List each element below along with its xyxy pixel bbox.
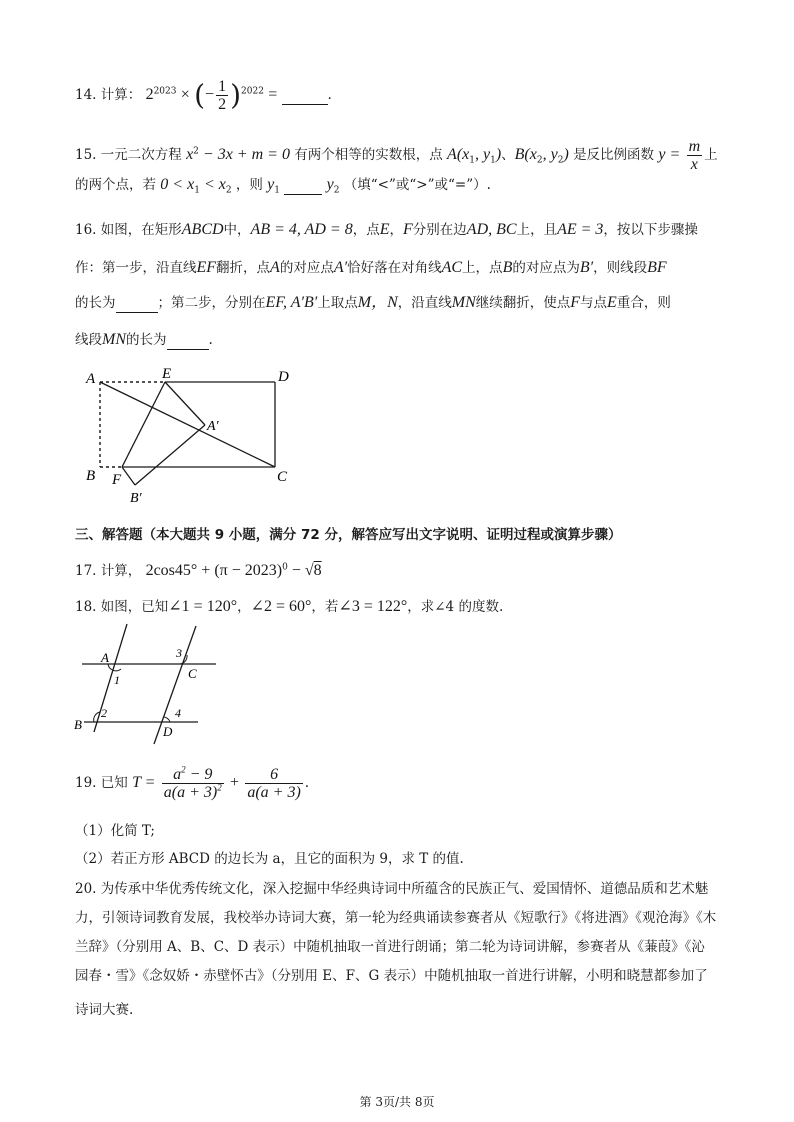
transversal-cd <box>154 626 196 744</box>
fraction: $\frac{1}{2}$ <box>218 78 227 113</box>
angle-arc-4 <box>163 717 170 722</box>
section-heading: 三、解答题（本大题共 9 小题，满分 72 分，解答应写出文字说明、证明过程或演算步骤） <box>75 527 622 543</box>
fraction-2: $\frac{6}{a(a + 3)}$ <box>247 766 301 801</box>
segment-ab-prime <box>135 425 205 485</box>
label-b: B <box>86 468 96 484</box>
label-e: E <box>162 366 172 382</box>
question-19-part1: （1）化简 T; <box>75 823 155 839</box>
question-18: 18. 如图，已知∠1 = 120°，∠2 = 60°，若∠3 = 122°，求∠4 的度数. <box>75 598 504 615</box>
question-20-line1: 20. 为传承中华优秀传统文化，深入挖掘中华经典诗词中所蕴含的民族正气、爱国情怀、道德品质和艺术魅 <box>75 881 709 897</box>
question-20-line5: 诗词大赛. <box>75 1002 134 1018</box>
answer-blank[interactable] <box>167 331 209 350</box>
label-a-prime: A′ <box>207 419 219 434</box>
question-20-line3: 兰辞》（分别用 A、B、C、D 表示）中随机抽取一首进行朗诵；第二轮为诗词讲解，参赛者从《蒹葭》《沁 <box>75 939 705 955</box>
question-20-line4: 园春・雪》《念奴娇・赤壁怀古》（分别用 E、F、G 表示）中随机抽取一首进行讲解，小明和晓慧都参加了 <box>75 968 708 984</box>
answer-blank[interactable] <box>116 294 158 313</box>
page-footer: 第 3页/共 8页 <box>359 1095 435 1109</box>
label-angle-4: 4 <box>175 706 181 720</box>
label-angle-1: 1 <box>114 673 120 687</box>
question-16-cont3: 线段MN的长为 . <box>75 331 213 348</box>
question-16-cont2: 的长为 ；第二步，分别在EF, A′B′上取点M，N，沿直线MN继续翻折，使点F与点E重合，则 <box>75 294 671 311</box>
label-d: D <box>278 369 289 385</box>
label-a: A <box>101 650 109 665</box>
label-f: F <box>112 472 122 488</box>
label-d: D <box>163 724 173 739</box>
question-19: 19. 已知 T = $\frac{a^2 - 9}{a(a + 3)^2}$ + $\frac{6}{a(a + 3)}$ . <box>75 764 310 801</box>
transversal-ab <box>94 624 127 732</box>
question-16-cont: 作：第一步，沿直线EF翻折，点A的对应点A′恰好落在对角线AC上，点B的对应点为B′，则线段BF <box>75 259 667 276</box>
label-b-prime: B′ <box>130 491 142 506</box>
fraction-1: $\frac{a^2 - 9}{a(a + 3)^2}$ <box>163 764 222 801</box>
question-20-line2: 力，引领诗词教育发展，我校举办诗词大赛，第一轮为经典诵读参赛者从《短歌行》《将进酒》《观沧海》《木 <box>75 910 717 926</box>
answer-blank[interactable] <box>282 86 328 105</box>
label-a: A <box>86 371 96 387</box>
question-19-part2: （2）若正方形 ABCD 的边长为 a，且它的面积为 9，求 T 的值. <box>75 851 464 867</box>
answer-blank[interactable] <box>284 176 322 195</box>
question-17: 17. 计算， $2\cos 45^\circ + (\pi - 2023)^0 - √8$ <box>75 562 322 579</box>
fraction: $\frac{m}{x}$ <box>688 138 701 173</box>
figure-parallel-lines <box>70 618 230 748</box>
fold-line-ef <box>122 382 165 467</box>
segment-ea <box>165 382 205 425</box>
label-b: B <box>74 717 82 732</box>
figure-rectangle-fold <box>78 362 298 512</box>
segment-bf-prime <box>122 467 135 485</box>
label-angle-2: 2 <box>101 706 107 720</box>
question-15: 15. 一元二次方程 $x^2 - 3x + m = 0$ 有两个相等的实数根，点 $A(x_1$, $y_1$)、$B(x_2$, $y_2$) 是反比例函数 y = $\frac{m}{x}$ 上 <box>75 138 718 173</box>
label-c: C <box>188 666 197 681</box>
question-16: 16. 如图，在矩形ABCD中，AB = 4, AD = 8，点E，F分别在边AD, BC上，且AE = 3，按以下步骤操 <box>75 221 698 238</box>
diagonal-ac <box>100 382 275 467</box>
question-15-cont: 的两个点，若 $0 < x_1 < x_2$ ，则 $y_1$ $y_2$ （填“<”或“>”或“=”）. <box>75 176 491 196</box>
label-c: C <box>277 469 288 485</box>
question-14: 14. 计算： $2^{2023}$ × (− $\frac{1}{2}$ )$^{2022}$ = . <box>75 78 332 113</box>
label-angle-3: 3 <box>176 646 182 660</box>
